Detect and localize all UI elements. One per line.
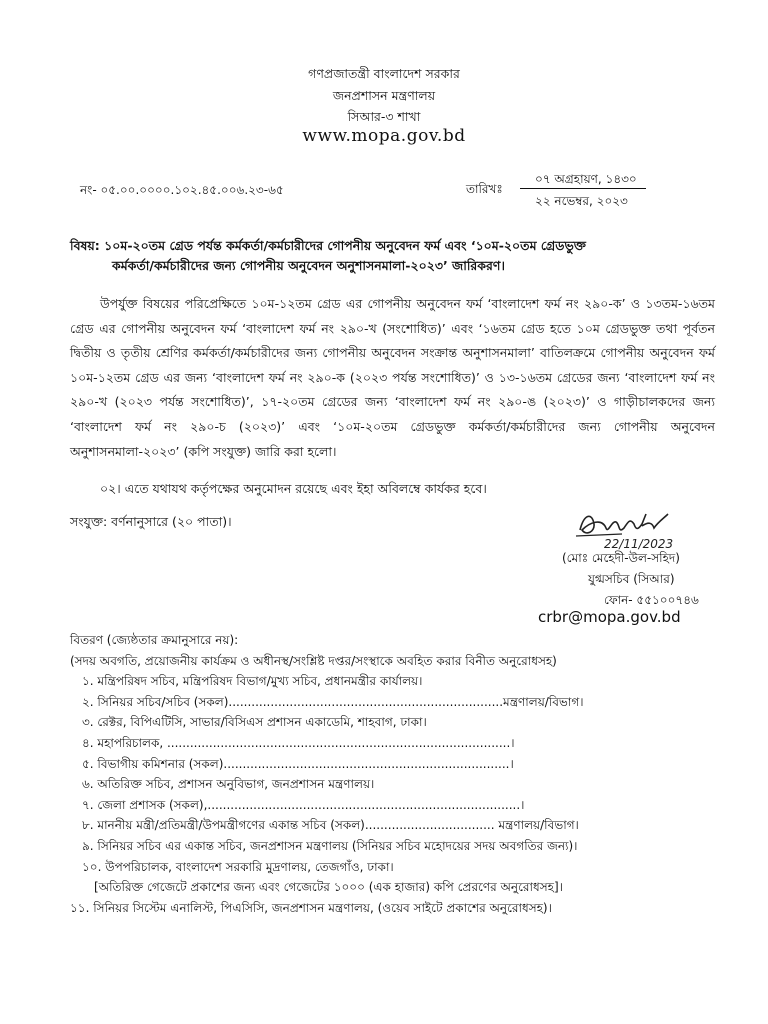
distribution-item: ৭. জেলা প্রশাসক (সকল),..................................................................................। [82, 797, 525, 812]
subject-line-1: ১০ম-২০তম গ্রেড পর্যন্ত কর্মকর্তা/কর্মচারীদের গোপনীয় অনুবেদন ফর্ম এবং ‘১০ম-২০তম গ্রেডভুক্ত [104, 238, 586, 253]
distribution-item: ১. মন্ত্রিপরিষদ সচিব, মন্ত্রিপরিষদ বিভাগ/মুখ্য সচিব, প্রধানমন্ত্রীর কার্যালয়। [82, 674, 423, 689]
distribution-item: ৬. অতিরিক্ত সচিব, প্রশাসন অনুবিভাগ, জনপ্রশাসন মন্ত্রণালয়। [82, 777, 375, 792]
distribution-item-note: [অতিরিক্ত গেজেটে প্রকাশের জন্য এবং গেজেটের ১০০০ (এক হাজার) কপি প্রেরণের অনুরোধসহ]। [94, 880, 563, 895]
distribution-item: ৫. বিভাগীয় কমিশনার (সকল)...........................................................................। [82, 756, 514, 771]
distribution-list [70, 630, 584, 918]
signatory-name: (মোঃ মেহেদী-উল-সহিদ) [562, 551, 680, 565]
date-label: তারিখঃ [466, 182, 503, 196]
date-bangla: ০৭ অগ্রহায়ণ, ১৪৩০ [535, 172, 637, 186]
body-paragraph-2: ০২। এতে যথাযথ কর্তৃপক্ষের অনুমোদন রয়েছে এবং ইহা অবিলম্বে কার্যকর হবে। [100, 481, 487, 496]
date-english: ২২ নভেম্বর, ২০২৩ [535, 194, 628, 208]
signature-image [572, 500, 692, 552]
distribution-item: ১০. উপপরিচালক, বাংলাদেশ সরকারি মুদ্রণালয়, তেজগাঁও, ঢাকা। [82, 859, 394, 874]
subject [70, 236, 710, 276]
distribution-item: ৪. মহাপরিচালক, ..........................................................................................। [82, 735, 515, 750]
distribution-item: ৯. সিনিয়র সচিব এর একান্ত সচিব, জনপ্রশাসন মন্ত্রণালয় (সিনিয়র সচিব মহোদয়ের সদয় অবগতির জন্য)। [82, 838, 578, 853]
body-paragraph-1: উপর্যুক্ত বিষয়ের পরিপ্রেক্ষিতে ১০ম-১২তম গ্রেড এর গোপনীয় অনুবেদন ফর্ম ‘বাংলাদেশ ফর্ম নং ২৯০-ক’ ও ১৩তম-১৬তম গ্রেড এর গোপনীয় অনুবেদন ফর্ম ‘বাংলাদেশ ফর্ম নং ২৯০-খ (সংশোধিত)’ এবং ‘১৬তম গ্রেড হতে ১০ম গ্রেডভুক্ত তথা পূর্বতন দ্বিতীয় ও তৃতীয় শ্রেণির কর্মকর্তা/কর্মচারীদের জন্য গোপনীয় অনুবেদন সংক্রান্ত অনুশাসনমালা’ বাতিলক্রমে গোপনীয় অনুবেদন ফর্ম ১০ম-১২তম গ্রেড এর জন্য ‘বাংলাদেশ ফর্ম নং ২৯০-ক (২০২৩ পর্যন্ত সংশোধিত)’ ও ১৩-১৬তম গ্রেডের জন্য ‘বাংলাদেশ ফর্ম নং ২৯০-খ (২০২৩ পর্যন্ত সংশোধিত)’, ১৭-২০তম গ্রেডের জন্য ‘বাংলাদেশ ফর্ম নং ২৯০-ঙ (২০২৩)’ ও গাড়ীচালকদের জন্য ‘বাংলাদেশ ফর্ম নং ২৯০-চ (২০২৩)’ এবং ‘১০ম-২০তম গ্রেডভুক্ত কর্মকর্তা/কর্মচারীদের জন্য গোপনীয় অনুবেদন অনুশাসনমালা-২০২৩’ (কপি সংযুক্ত) জারি করা হলো। [70, 296, 715, 459]
signatory-phone: ফোন- ৫৫১০০৭৪৬ [604, 593, 699, 607]
distribution-heading: বিতরণ (জ্যেষ্ঠতার ক্রমানুসারে নয়): [70, 633, 239, 647]
ministry-name: জনপ্রশাসন মন্ত্রণালয় [332, 88, 436, 103]
website-link[interactable]: www.mopa.gov.bd [302, 126, 466, 146]
distribution-item: ৩. রেক্টর, বিপিএটিসি, সাভার/বিসিএস প্রশাসন একাডেমি, শাহবাগ, ঢাকা। [82, 715, 427, 730]
signature-date: 22/11/2023 [604, 537, 674, 551]
distribution-item: ৮. মাননীয় মন্ত্রী/প্রতিমন্ত্রী/উপমন্ত্রীগণের একান্ত সচিব (সকল).................................. মন্ত্রণালয়/বিভাগ। [82, 818, 579, 833]
distribution-item: ২. সিনিয়র সচিব/সচিব (সকল)........................................................................মন্ত্রণালয়/বিভাগ। [82, 694, 584, 709]
date-divider [520, 188, 646, 189]
distribution-item: ১১. সিনিয়র সিস্টেম এনালিস্ট, পিএসিসি, জনপ্রশাসন মন্ত্রণালয়, (ওয়েব সাইটে প্রকাশের অনুরোধসহ)। [70, 900, 552, 915]
distribution-note: (সদয় অবগতি, প্রয়োজনীয় কার্যক্রম ও অধীনস্থ/সংশ্লিষ্ট দপ্তর/সংস্থাকে অবহিত করার বিনীত অনুরোধসহ) [70, 653, 557, 668]
signatory-designation: যুগ্মসচিব (সিআর) [588, 572, 675, 586]
signatory-email[interactable]: crbr@mopa.gov.bd [538, 608, 681, 626]
subject-line-2: কর্মকর্তা/কর্মচারীদের জন্য গোপনীয় অনুবেদন অনুশাসনমালা-২০২৩’ জারিকরণ। [112, 258, 505, 273]
attachment-note: সংযুক্ত: বর্ণনানুসারে (২০ পাতা)। [70, 514, 232, 529]
subject-label: বিষয়: [70, 238, 100, 253]
branch-name: সিআর-৩ শাখা [347, 109, 421, 124]
memo-number: নং- ০৫.০০.০০০০.১০২.৪৫.০০৬.২৩-৬৫ [80, 183, 284, 197]
government-name: গণপ্রজাতন্ত্রী বাংলাদেশ সরকার [308, 66, 460, 81]
